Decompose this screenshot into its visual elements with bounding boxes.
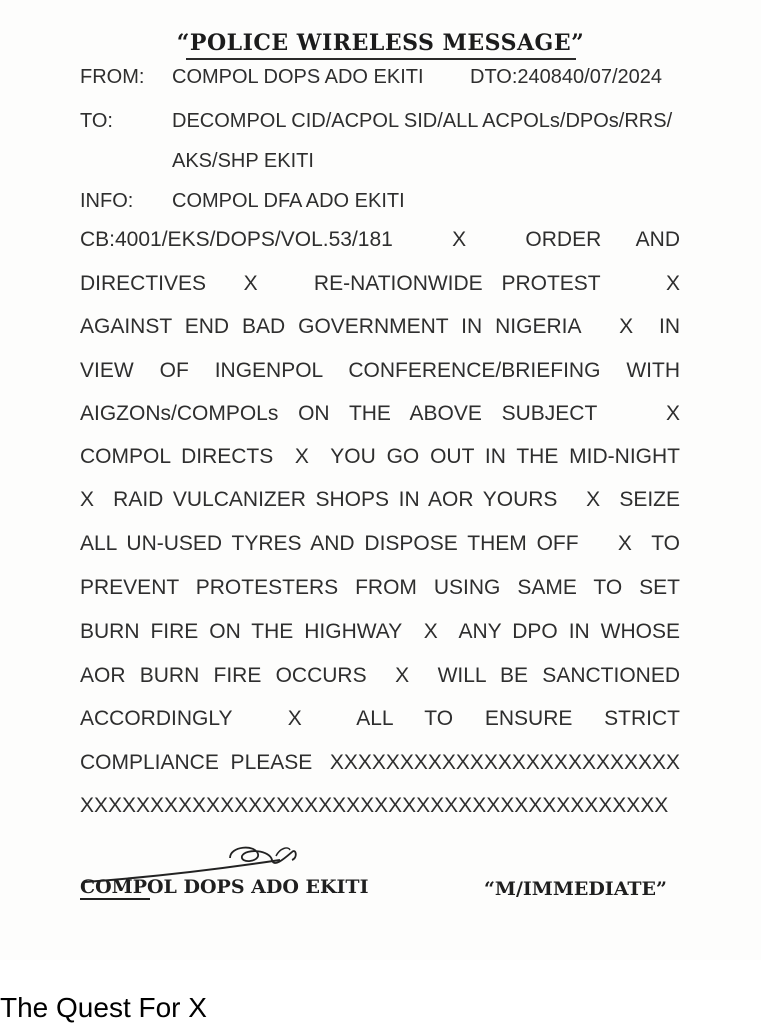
priority-marking: “M/IMMEDIATE”: [484, 878, 667, 900]
title-underline: [186, 58, 576, 60]
from-label: FROM:: [80, 66, 145, 88]
body-line: VIEW OF INGENPOL CONFERENCE/BRIEFING WITH: [80, 359, 680, 382]
body-line: ACCORDINGLY X ALL TO ENSURE STRICT: [80, 707, 680, 730]
body-line: AOR BURN FIRE OCCURS X WILL BE SANCTIONED: [80, 664, 680, 687]
signatory-name: COMPOL DOPS ADO EKITI: [80, 876, 369, 898]
body-line: COMPLIANCE PLEASE XXXXXXXXXXXXXXXXXXXXXXXXX: [80, 751, 680, 774]
body-line: DIRECTIVES X RE-NATIONWIDE PROTEST X: [80, 272, 680, 295]
signatory-underline: [80, 898, 150, 900]
body-line: BURN FIRE ON THE HIGHWAY X ANY DPO IN WHOSE: [80, 620, 680, 643]
caption-text: The Quest For X: [0, 992, 207, 1023]
body-line: COMPOL DIRECTS X YOU GO OUT IN THE MID-NIGHT: [80, 445, 680, 468]
info-label: INFO:: [80, 190, 134, 212]
body-line: X RAID VULCANIZER SHOPS IN AOR YOURS X SEIZE: [80, 488, 680, 511]
body-line: XXXXXXXXXXXXXXXXXXXXXXXXXXXXXXXXXXXXXXXXXX: [80, 794, 669, 817]
body-line: PREVENT PROTESTERS FROM USING SAME TO SET: [80, 576, 680, 599]
body-line: CB:4001/EKS/DOPS/VOL.53/181 X ORDER AND: [80, 228, 680, 251]
to-label: TO:: [80, 110, 113, 132]
document-title: “POLICE WIRELESS MESSAGE”: [176, 30, 585, 56]
body-line: AIGZONs/COMPOLs ON THE ABOVE SUBJECT X: [80, 402, 680, 425]
body-line: AGAINST END BAD GOVERNMENT IN NIGERIA X IN: [80, 315, 680, 338]
dto-reference: DTO:240840/07/2024: [470, 66, 663, 88]
to-value-line-2: AKS/SHP EKITI: [172, 150, 314, 172]
body-line: ALL UN-USED TYRES AND DISPOSE THEM OFF X TO: [80, 532, 680, 555]
info-value: COMPOL DFA ADO EKITI: [172, 190, 405, 212]
from-value: COMPOL DOPS ADO EKITI: [172, 66, 424, 88]
to-value-line-1: DECOMPOL CID/ACPOL SID/ALL ACPOLs/DPOs/RRS/: [172, 110, 673, 132]
